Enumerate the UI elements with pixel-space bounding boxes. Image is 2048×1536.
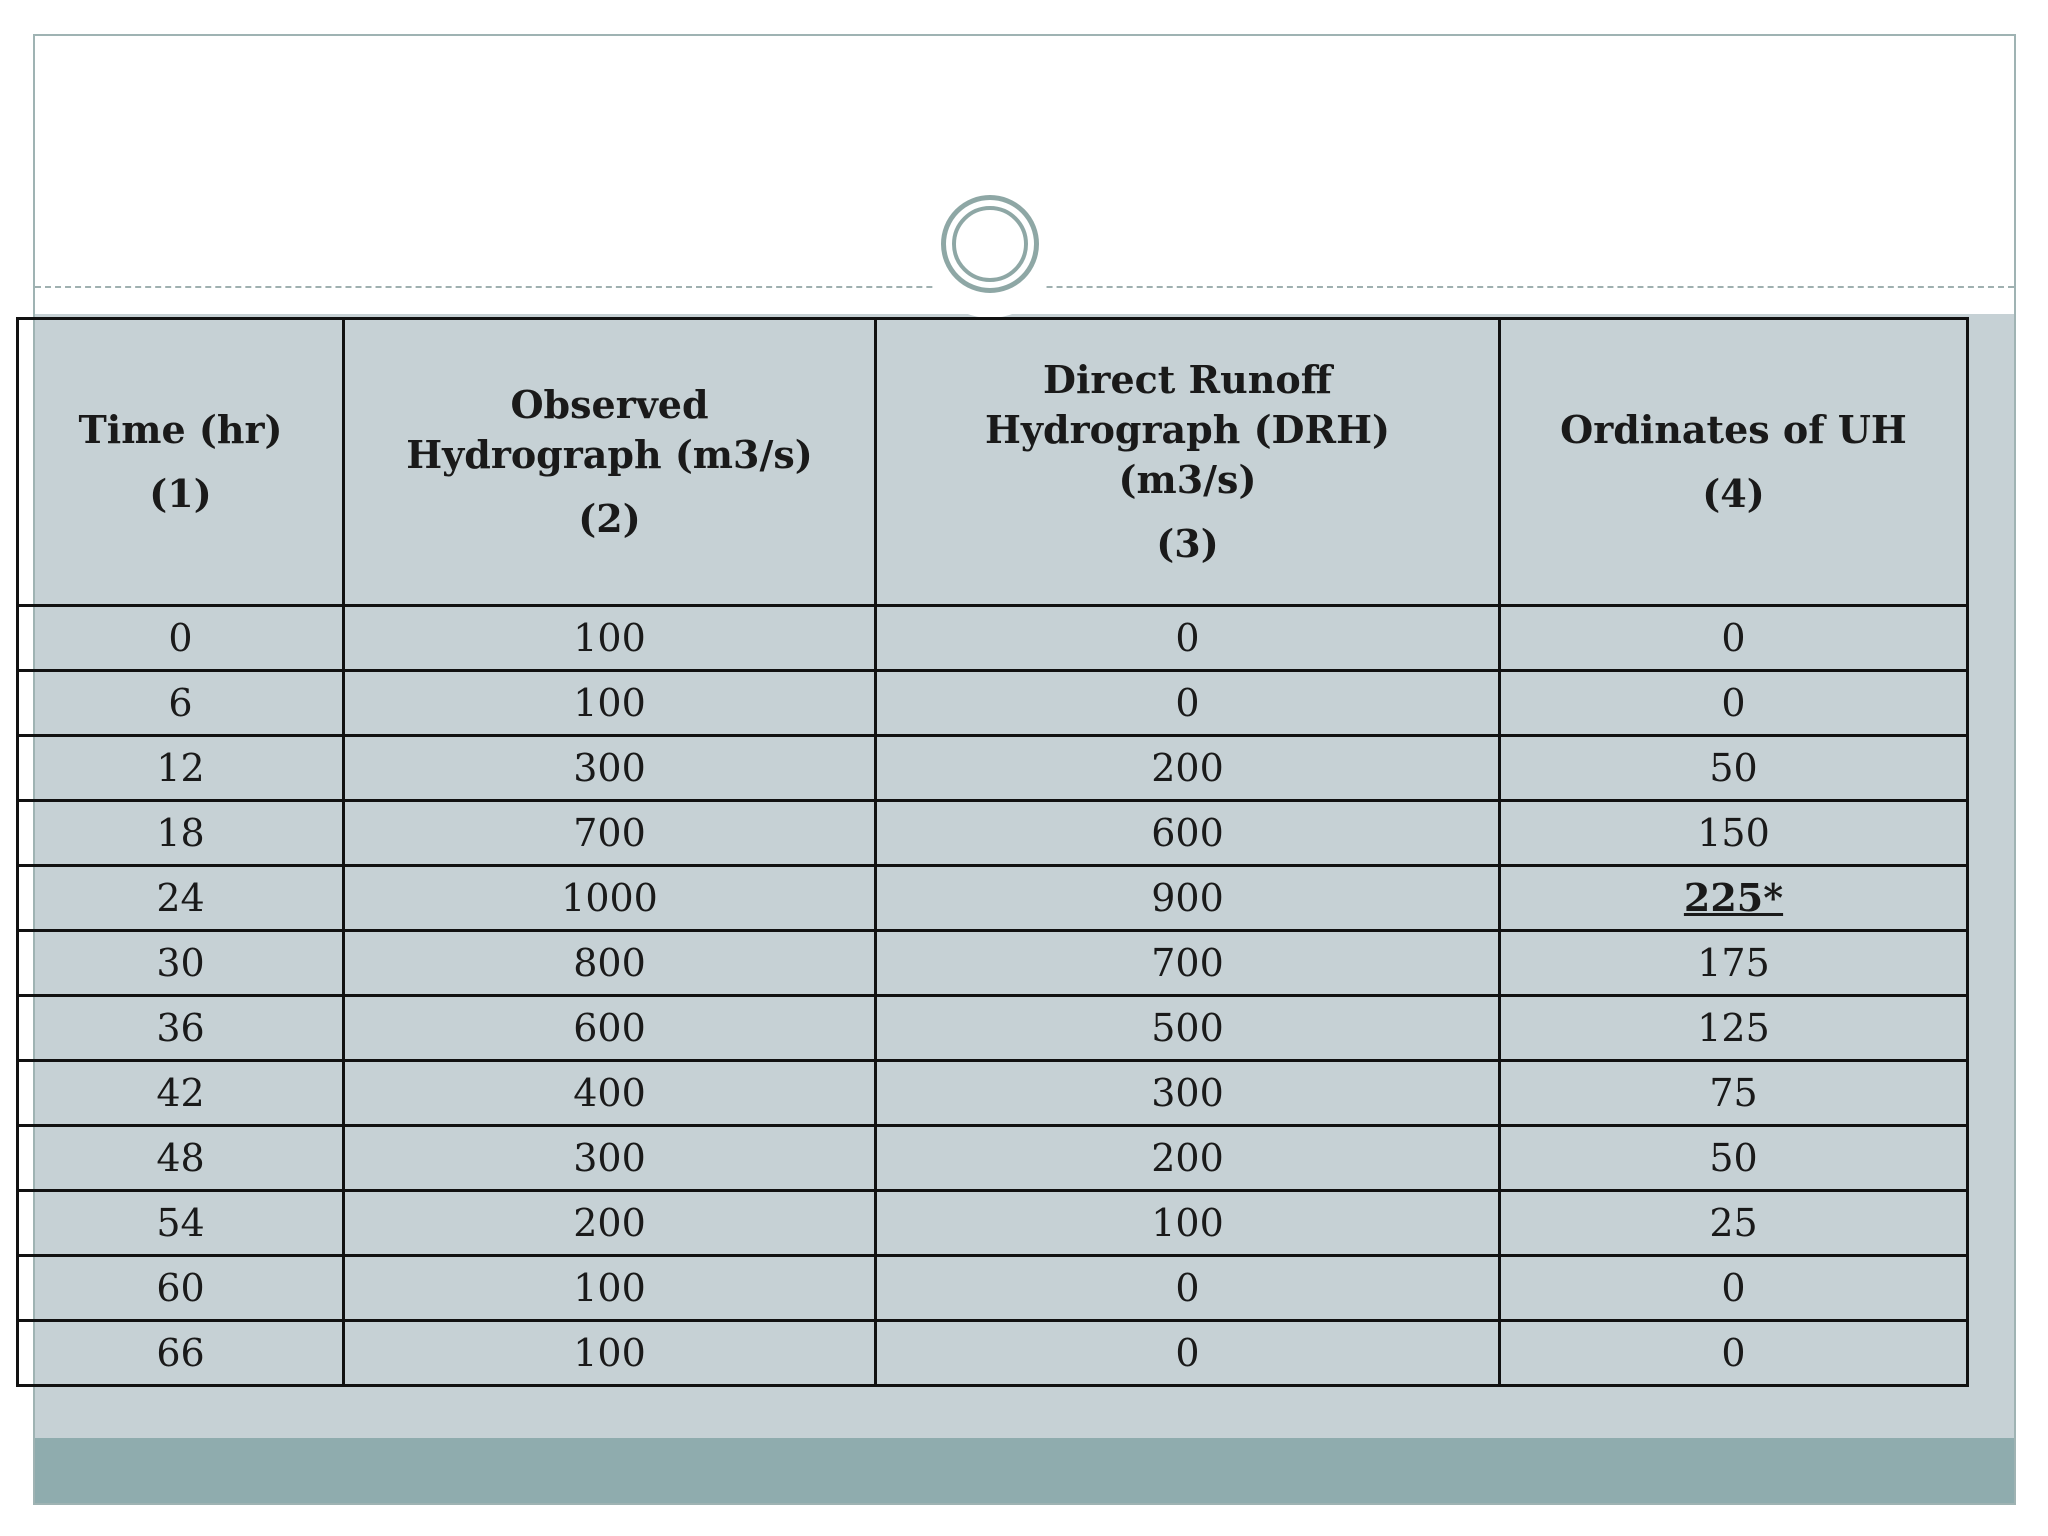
cell-uh: 125 [1500,996,1968,1061]
cell-drh: 900 [876,866,1500,931]
table-row [18,671,1968,736]
cell-time: 42 [18,1061,344,1126]
cell-observed: 100 [344,606,876,671]
cell-observed: 800 [344,931,876,996]
cell-uh: 0 [1500,1321,1968,1386]
cell-observed: 600 [344,996,876,1061]
table-row [18,866,1968,931]
header-drh-number: (3) [1156,521,1219,566]
cell-drh: 0 [876,1321,1500,1386]
cell-drh: 100 [876,1191,1500,1256]
circle-ornament-inner-icon [952,206,1028,282]
cell-uh: 50 [1500,1126,1968,1191]
cell-drh: 200 [876,1126,1500,1191]
cell-drh: 700 [876,931,1500,996]
header-drh-title: Direct Runoff Hydrograph (DRH) (m3/s) [985,357,1390,502]
header-uh-number: (4) [1702,471,1765,516]
table-row [18,1256,1968,1321]
table-row [18,931,1968,996]
cell-observed: 1000 [344,866,876,931]
cell-time: 48 [18,1126,344,1191]
cell-drh: 0 [876,671,1500,736]
cell-drh: 0 [876,606,1500,671]
table-row [18,1191,1968,1256]
cell-time: 18 [18,801,344,866]
table-row [18,1126,1968,1191]
cell-drh: 500 [876,996,1500,1061]
header-direct-runoff-hydrograph [876,319,1500,606]
table-row [18,1321,1968,1386]
cell-observed: 100 [344,1256,876,1321]
cell-uh: 0 [1500,671,1968,736]
table-row [18,996,1968,1061]
table-row [18,736,1968,801]
cell-time: 30 [18,931,344,996]
cell-uh: 0 [1500,606,1968,671]
cell-uh: 175 [1500,931,1968,996]
cell-drh: 200 [876,736,1500,801]
cell-observed: 300 [344,736,876,801]
cell-uh: 0 [1500,1256,1968,1321]
header-observed-hydrograph [344,319,876,606]
cell-drh: 600 [876,801,1500,866]
header-time [18,319,344,606]
cell-observed: 100 [344,671,876,736]
header-time-title: Time (hr) [78,407,283,452]
table-row [18,1061,1968,1126]
table-header-row [18,319,1968,606]
cell-observed: 200 [344,1191,876,1256]
cell-time: 66 [18,1321,344,1386]
cell-uh: 150 [1500,801,1968,866]
cell-time: 24 [18,866,344,931]
cell-uh: 50 [1500,736,1968,801]
cell-uh: 25 [1500,1191,1968,1256]
cell-drh: 0 [876,1256,1500,1321]
cell-time: 60 [18,1256,344,1321]
cell-uh-peak [1500,866,1968,931]
cell-observed: 400 [344,1061,876,1126]
header-uh-ordinates [1500,319,1968,606]
cell-time: 12 [18,736,344,801]
cell-time: 54 [18,1191,344,1256]
header-observed-number: (2) [578,496,641,541]
cell-uh: 75 [1500,1061,1968,1126]
cell-time: 6 [18,671,344,736]
cell-drh: 300 [876,1061,1500,1126]
cell-observed: 100 [344,1321,876,1386]
header-uh-title: Ordinates of UH [1560,407,1907,452]
header-time-number: (1) [149,471,212,516]
bottom-band [35,1438,2014,1505]
cell-observed: 300 [344,1126,876,1191]
peak-ordinate: 225* [1683,875,1784,920]
unit-hydrograph-table [16,317,1969,1387]
cell-time: 36 [18,996,344,1061]
table-row [18,606,1968,671]
cell-time: 0 [18,606,344,671]
cell-observed: 700 [344,801,876,866]
header-observed-title: Observed Hydrograph (m3/s) [406,382,813,477]
table-row [18,801,1968,866]
